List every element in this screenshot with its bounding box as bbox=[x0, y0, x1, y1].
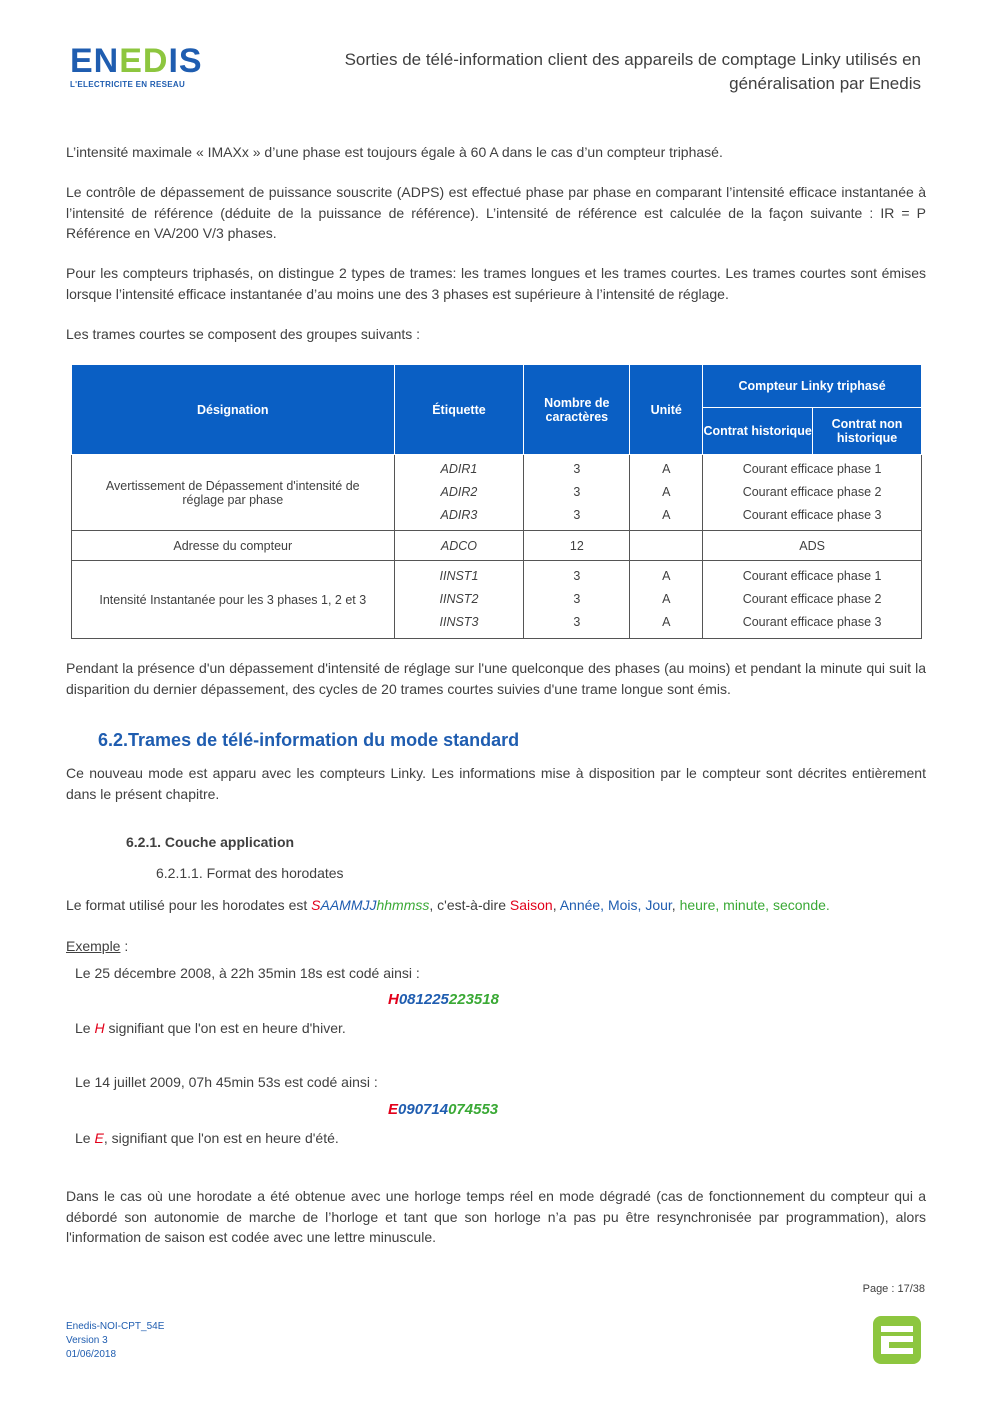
paragraph-imax: L’intensité maximale « IMAXx » d’une phase est toujours égale à 60 A dans le cas d’un compteur triphasé. bbox=[66, 144, 723, 160]
enedis-e-logo-icon bbox=[873, 1316, 921, 1364]
subsection-heading: 6.2.1. Couche application bbox=[126, 834, 295, 850]
cell-etiquette: ADCO bbox=[394, 531, 524, 561]
header-nombre: Nombre de caractères bbox=[524, 365, 630, 455]
header-unite: Unité bbox=[630, 365, 703, 455]
cell-nombres: 3 3 3 bbox=[524, 455, 630, 531]
subsubsection-heading: 6.2.1.1. Format des horodates bbox=[156, 865, 344, 881]
header-designation: Désignation bbox=[72, 365, 395, 455]
paragraph-adps: Le contrôle de dépassement de puissance souscrite (ADPS) est effectué phase par phase en comparant l’intensité efficace instantanée à l’intensité de référence (déduite de la puissance de référence). L’intensité de référence est calculée de la façon suivante : IR = P Référence en VA/200 V/3 phases. bbox=[66, 184, 926, 241]
table-row bbox=[72, 531, 922, 561]
cell-compteur: Courant efficace phase 1 Courant efficace phase 2 Courant efficace phase 3 bbox=[703, 561, 922, 639]
cell-nombres: 3 3 3 bbox=[524, 561, 630, 639]
cell-compteur: ADS bbox=[703, 531, 922, 561]
trames-courtes-table bbox=[71, 364, 922, 639]
cell-unites: A A A bbox=[630, 561, 703, 639]
paragraph-trames: Pour les compteurs triphasés, on distingue 2 types de trames: les trames longues et les trames courtes. Les trames courtes sont émises lorsque l’intensité efficace instantanée d’au moins une des 3 phases est supérieure à l’intensité de réglage. bbox=[66, 265, 926, 302]
paragraph-depassement: Pendant la présence d'un dépassement d'intensité de réglage sur l'une quelconque des phases (au moins) et pendant la minute qui suit la disparition du dernier dépassement, des cycles de 20 trames courtes suivies d'une trame longue sont émis. bbox=[66, 660, 926, 697]
cell-etiquettes: IINST1 IINST2 IINST3 bbox=[394, 561, 524, 639]
cell-compteur: Courant efficace phase 1 Courant efficace phase 2 Courant efficace phase 3 bbox=[703, 455, 922, 531]
example-1-note: Le H signifiant que l'on est en heure d'hiver. bbox=[75, 1020, 346, 1036]
logo-subtitle: L'ELECTRICITE EN RESEAU bbox=[70, 80, 186, 89]
page-number: Page : 17/38 bbox=[862, 1283, 925, 1295]
example-1-code: H081225223518 bbox=[388, 991, 499, 1008]
table-row bbox=[72, 561, 922, 639]
document-title: Sorties de télé-information client des appareils de comptage Linky utilisés en généralisation par Enedis bbox=[344, 50, 921, 93]
paragraph-mode-degrade: Dans le cas où une horodate a été obtenue avec une horloge temps réel en mode dégradé (cas de fonctionnement du compteur qui a débordé son autonomie de marche de l’horloge et tant que son horloge n’a pas pu être resynchronisée par programmation), alors l'information de saison est codée avec une lettre minuscule. bbox=[66, 1188, 926, 1245]
paragraph-mode-standard: Ce nouveau mode est apparu avec les compteurs Linky. Les informations mise à disposition par le compteur sont décrites entièrement dans le présent chapitre. bbox=[66, 765, 926, 802]
section-heading: 6.2.Trames de télé-information du mode standard bbox=[98, 730, 520, 750]
cell-unites: A A A bbox=[630, 455, 703, 531]
enedis-logo: ENEDIS L'ELECTRICITE EN RESEAU bbox=[70, 44, 210, 94]
format-description: Le format utilisé pour les horodates est SAAMMJJhhmmss, c'est-à-dire Saison, Année, Mois, Jour, heure, minute, seconde. bbox=[66, 897, 830, 913]
cell-designation: Adresse du compteur bbox=[72, 531, 395, 561]
header-compteur: Compteur Linky triphasé bbox=[703, 365, 922, 408]
example-2-code: E090714074553 bbox=[388, 1101, 499, 1118]
cell-nombre: 12 bbox=[524, 531, 630, 561]
header-contrat-historique: Contrat historique bbox=[703, 408, 813, 455]
example-2-note: Le E, signifiant que l'on est en heure d'été. bbox=[75, 1130, 339, 1146]
document-reference: Enedis-NOI-CPT_54E Version 3 01/06/2018 bbox=[66, 1321, 165, 1360]
cell-unite bbox=[630, 531, 703, 561]
header-contrat-non-historique: Contrat non historique bbox=[813, 408, 922, 455]
cell-etiquettes: ADIR1 ADIR2 ADIR3 bbox=[394, 455, 524, 531]
example-1-text: Le 25 décembre 2008, à 22h 35min 18s est codé ainsi : bbox=[75, 965, 420, 981]
header-etiquette: Étiquette bbox=[394, 365, 524, 455]
example-2-text: Le 14 juillet 2009, 07h 45min 53s est codé ainsi : bbox=[75, 1074, 378, 1090]
paragraph-groupes: Les trames courtes se composent des groupes suivants : bbox=[66, 326, 421, 342]
example-label: Exemple : bbox=[66, 938, 129, 954]
table-row bbox=[72, 455, 922, 531]
cell-designation: Intensité Instantanée pour les 3 phases 1, 2 et 3 bbox=[72, 561, 395, 639]
cell-designation: Avertissement de Dépassement d'intensité de réglage par phase bbox=[72, 455, 395, 531]
